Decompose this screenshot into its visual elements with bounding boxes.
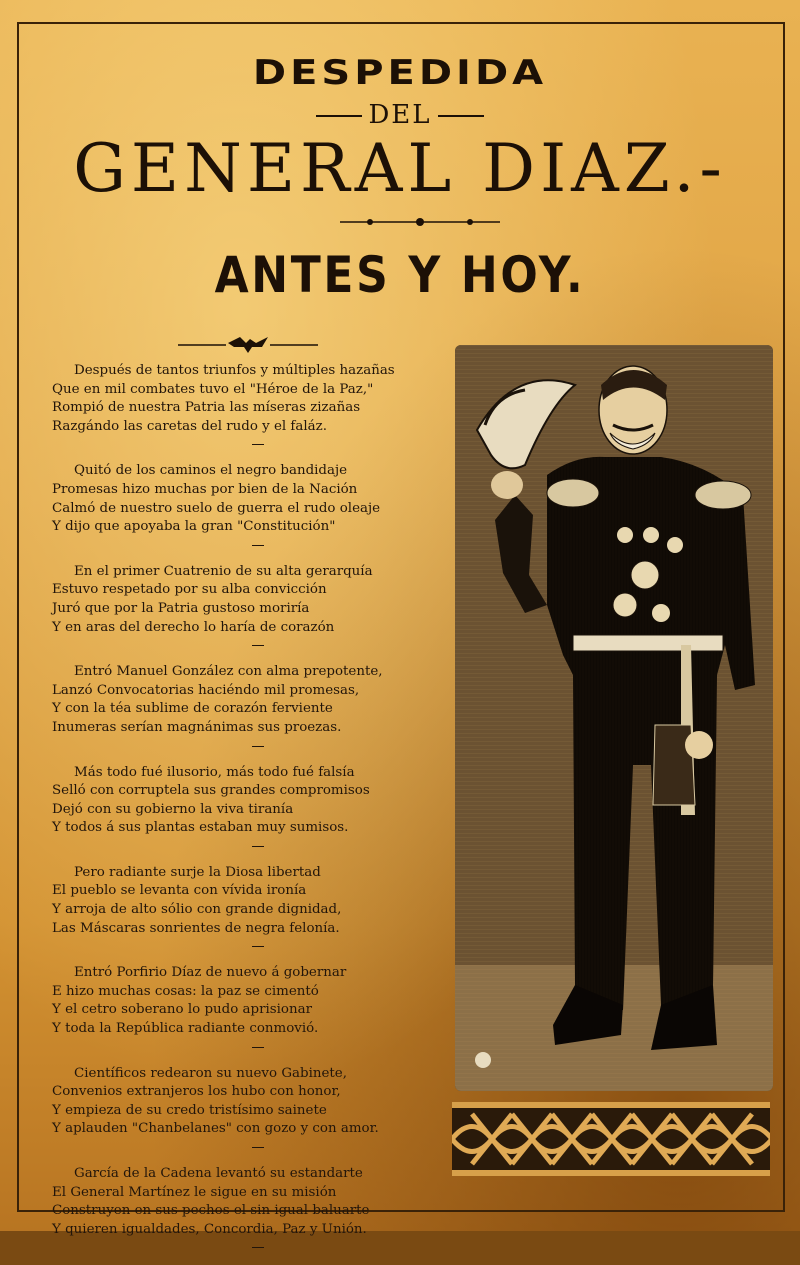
stanza-divider xyxy=(252,1147,264,1157)
stanza xyxy=(52,563,472,637)
title-del: DEL xyxy=(368,100,432,130)
verse-line: Y toda la República radiante conmovió. xyxy=(52,1021,319,1037)
portrait-engraving xyxy=(455,345,773,1091)
title-del-row xyxy=(0,100,800,130)
stanza-divider xyxy=(252,1247,264,1257)
verse-line: Entró Manuel González con alma prepotente, xyxy=(74,664,383,680)
stanza xyxy=(52,964,472,1038)
verse-line: Y el cetro soberano lo pudo aprisionar xyxy=(52,1002,312,1018)
verse-line: Quitó de los caminos el negro bandidaje xyxy=(74,463,348,479)
verse-line: García de la Cadena levantó su estandarte xyxy=(74,1166,363,1181)
stanza-divider xyxy=(252,846,264,856)
stanza-divider xyxy=(252,1047,264,1057)
verse-line: Convenios extranjeros los hubo con honor, xyxy=(52,1084,341,1100)
title-general-diaz: GENERAL DIAZ.- xyxy=(73,130,727,207)
verse-line: Pero radiante surje la Diosa libertad xyxy=(74,864,321,880)
verse-line: Y arroja de alto sólio con grande dignidad, xyxy=(52,902,342,918)
stanza xyxy=(52,362,472,436)
verse-line: Selló con corruptela sus grandes compromisos xyxy=(52,783,370,799)
verse-line: Inumeras serían magnánimas sus proezas. xyxy=(52,719,342,735)
stanza xyxy=(52,1165,472,1239)
verse-line: Calmó de nuestro suelo de guerra el rudo oleaje xyxy=(52,500,381,516)
general-portrait-image xyxy=(455,345,773,1091)
stanza-divider xyxy=(252,946,264,956)
verse-line: Promesas hizo muchas por bien de la Nación xyxy=(52,481,358,497)
stanza-divider xyxy=(252,645,264,655)
verse-line: Construyen en sus pechos el sin igual baluarte xyxy=(52,1203,370,1219)
verse-line: Y con la téa sublime de corazón ferviente xyxy=(52,701,333,717)
stanza-divider xyxy=(252,746,264,756)
verse-line: Y aplauden "Chanbelanes" con gozo y con amor. xyxy=(52,1121,379,1137)
rule-left xyxy=(316,115,362,117)
verse-line: Estuvo respetado por su alba convicción xyxy=(52,582,327,598)
rule-right xyxy=(438,115,484,117)
stanza xyxy=(52,764,472,838)
divider-ornament xyxy=(340,216,500,228)
verse-line: Después de tantos triunfos y múltiples hazañas xyxy=(74,363,395,378)
verse-line: Científicos redearon su nuevo Gabinete, xyxy=(74,1065,347,1081)
verse-line: Y empieza de su credo tristísimo sainete xyxy=(52,1102,327,1118)
verse-line: Más todo fué ilusorio, más todo fué falsía xyxy=(74,764,355,780)
verse-line: Que en mil combates tuvo el "Héroe de la Paz," xyxy=(52,381,374,397)
verse-line: Razgándo las caretas del rudo y el faláz. xyxy=(52,418,327,434)
verse-line: En el primer Cuatrenio de su alta gerarquía xyxy=(74,563,373,579)
title-despedida: DESPEDIDA xyxy=(252,53,548,93)
verse-line: El General Martínez le sigue en su misión xyxy=(52,1184,337,1200)
verse-line: Y todos á sus plantas estaban muy sumisos. xyxy=(52,820,349,836)
verse-line: Entró Porfirio Díaz de nuevo á gobernar xyxy=(74,965,347,981)
stanza xyxy=(52,663,472,737)
verse-line: Lanzó Convocatorias haciéndo mil promesas, xyxy=(52,682,360,698)
verse-line: Y quieren igualdades, Concordia, Paz y Unión. xyxy=(52,1221,367,1237)
stanza-divider xyxy=(252,545,264,555)
verse-line: Y dijo que apoyaba la gran "Constitución" xyxy=(52,519,336,535)
poem-body xyxy=(52,362,472,1265)
title-antes-y-hoy: ANTES Y HOY. xyxy=(214,246,586,304)
stanza-divider xyxy=(252,444,264,454)
verse-line: Juró que por la Patria gustoso moriría xyxy=(52,600,310,616)
interlaced-knot-border-icon xyxy=(452,1102,770,1176)
stanza xyxy=(52,864,472,938)
verse-line: Y en aras del derecho lo haría de corazón xyxy=(52,619,335,635)
verse-line: Dejó con su gobierno la viva tiranía xyxy=(52,801,294,817)
verse-line: Las Máscaras sonrientes de negra felonía. xyxy=(52,920,340,936)
stanza xyxy=(52,1065,472,1139)
eagle-vignette-icon xyxy=(178,333,318,357)
verse-line: E hizo muchas cosas: la paz se cimentó xyxy=(52,983,319,999)
verse-line: El pueblo se levanta con vívida ironía xyxy=(52,883,307,899)
verse-line: Rompió de nuestra Patria las míseras zizañas xyxy=(52,400,361,416)
stanza xyxy=(52,462,472,536)
